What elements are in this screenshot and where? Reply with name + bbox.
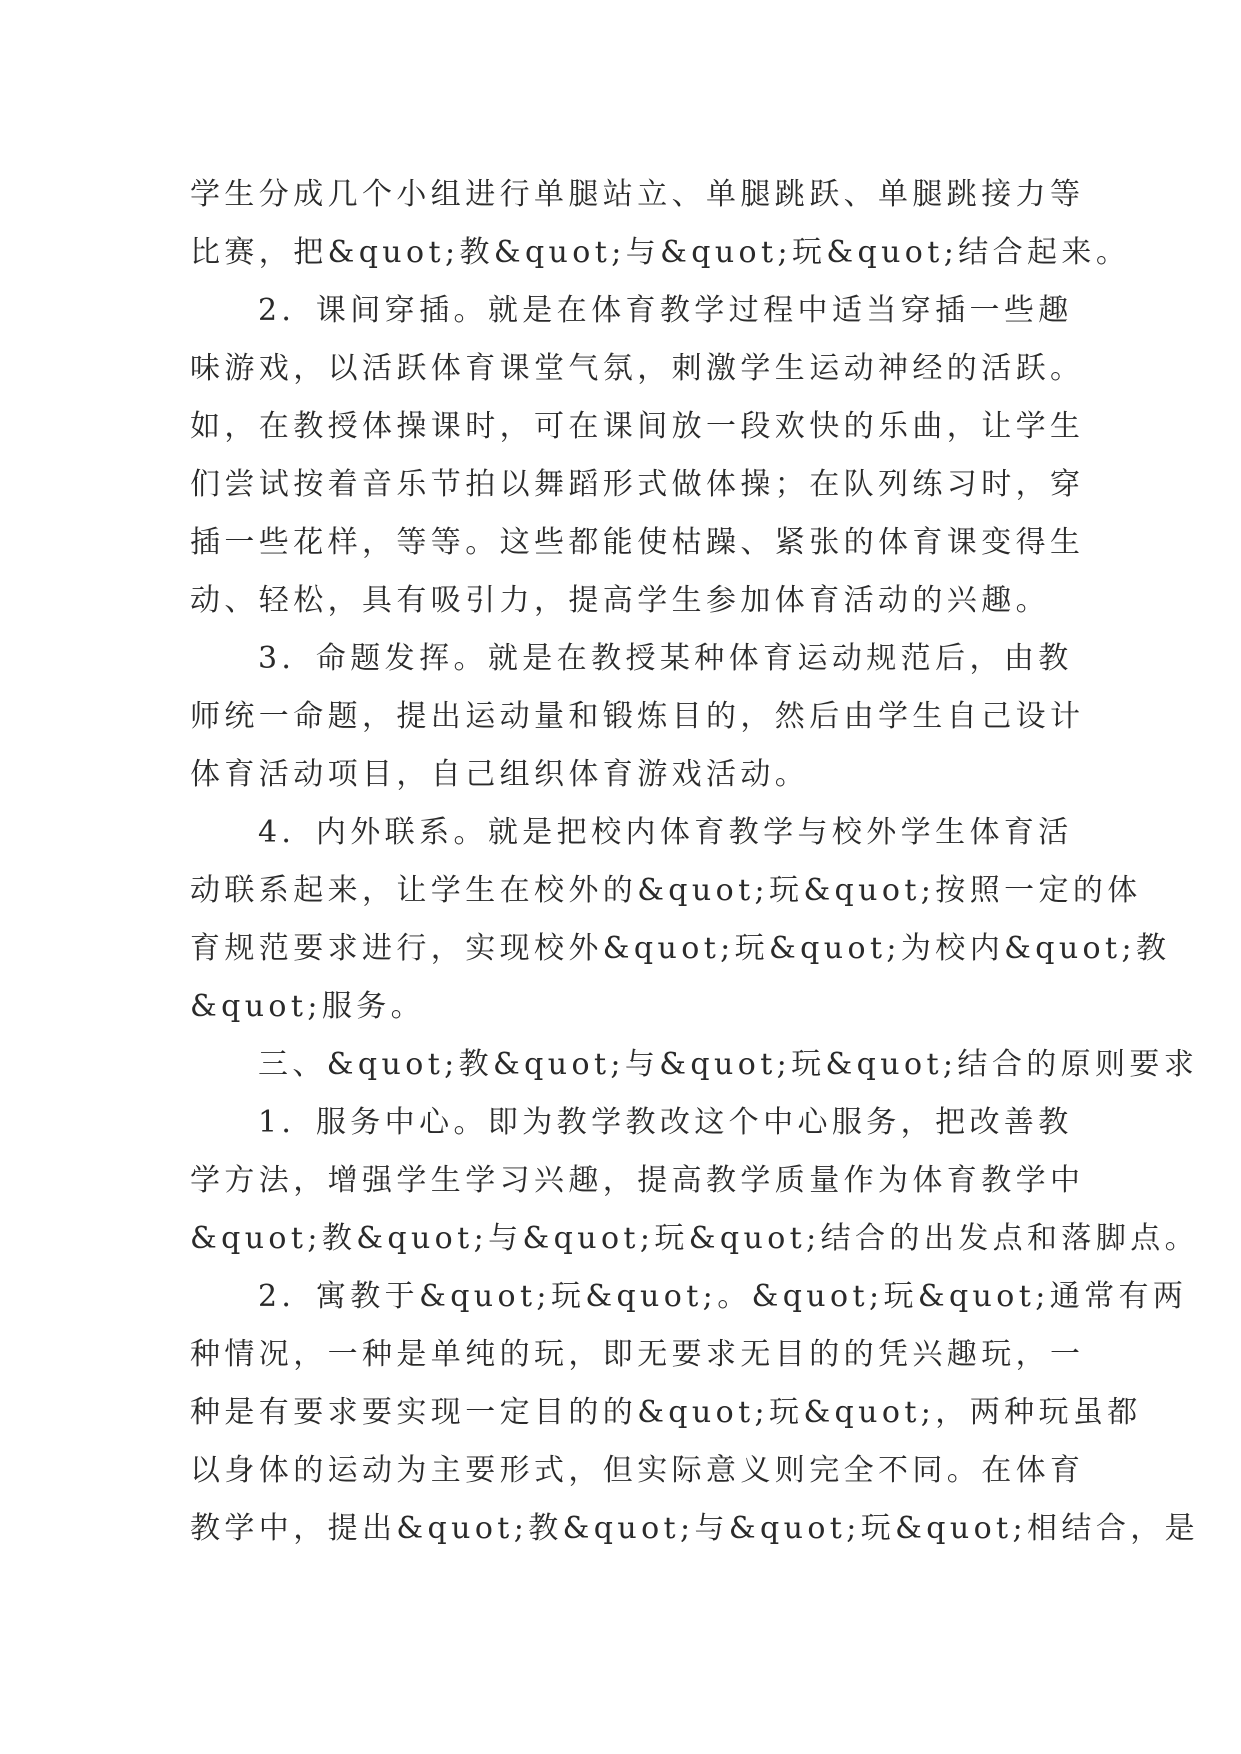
text-line: 育规范要求进行，实现校外&quot;玩&quot;为校内&quot;教: [190, 931, 1171, 966]
text-line: 动联系起来，让学生在校外的&quot;玩&quot;按照一定的体: [190, 873, 1142, 908]
text-line: 们尝试按着音乐节拍以舞蹈形式做体操；在队列练习时，穿: [190, 467, 1085, 502]
text-line: 种是有要求要实现一定目的的&quot;玩&quot;，两种玩虽都: [190, 1395, 1142, 1430]
text-line: 以身体的运动为主要形式，但实际意义则完全不同。在体育: [190, 1453, 1085, 1488]
paragraph-start-line: 4．内外联系。就是把校内体育教学与校外学生体育活: [258, 815, 1073, 850]
text-line: 动、轻松，具有吸引力，提高学生参加体育活动的兴趣。: [190, 583, 1050, 618]
text-line: 教学中，提出&quot;教&quot;与&quot;玩&quot;相结合，是: [190, 1511, 1200, 1546]
text-line: 种情况，一种是单纯的玩，即无要求无目的的凭兴趣玩，一: [190, 1337, 1085, 1372]
text-line: 比赛，把&quot;教&quot;与&quot;玩&quot;结合起来。: [190, 235, 1131, 270]
paragraph-start-line: 3．命题发挥。就是在教授某种体育运动规范后，由教: [258, 641, 1073, 676]
paragraph-start-line: 1．服务中心。即为教学教改这个中心服务，把改善教: [258, 1105, 1073, 1140]
text-line: 体育活动项目，自己组织体育游戏活动。: [190, 757, 810, 792]
text-line: &quot;服务。: [190, 989, 426, 1024]
text-line: 味游戏，以活跃体育课堂气氛，刺激学生运动神经的活跃。: [190, 351, 1085, 386]
text-line: 学方法，增强学生学习兴趣，提高教学质量作为体育教学中: [190, 1163, 1085, 1198]
text-line: 如，在教授体操课时，可在课间放一段欢快的乐曲，让学生: [190, 409, 1085, 444]
text-line: &quot;教&quot;与&quot;玩&quot;结合的出发点和落脚点。: [190, 1221, 1200, 1256]
paragraph-start-line: 2．课间穿插。就是在体育教学过程中适当穿插一些趣: [258, 293, 1073, 328]
text-line: 师统一命题，提出运动量和锻炼目的，然后由学生自己设计: [190, 699, 1085, 734]
text-line: 插一些花样，等等。这些都能使枯躁、紧张的体育课变得生: [190, 525, 1085, 560]
section-heading: 三、&quot;教&quot;与&quot;玩&quot;结合的原则要求: [258, 1047, 1199, 1082]
text-line: 学生分成几个小组进行单腿站立、单腿跳跃、单腿跳接力等: [190, 177, 1085, 212]
paragraph-start-line: 2．寓教于&quot;玩&quot;。&quot;玩&quot;通常有两: [258, 1279, 1188, 1314]
